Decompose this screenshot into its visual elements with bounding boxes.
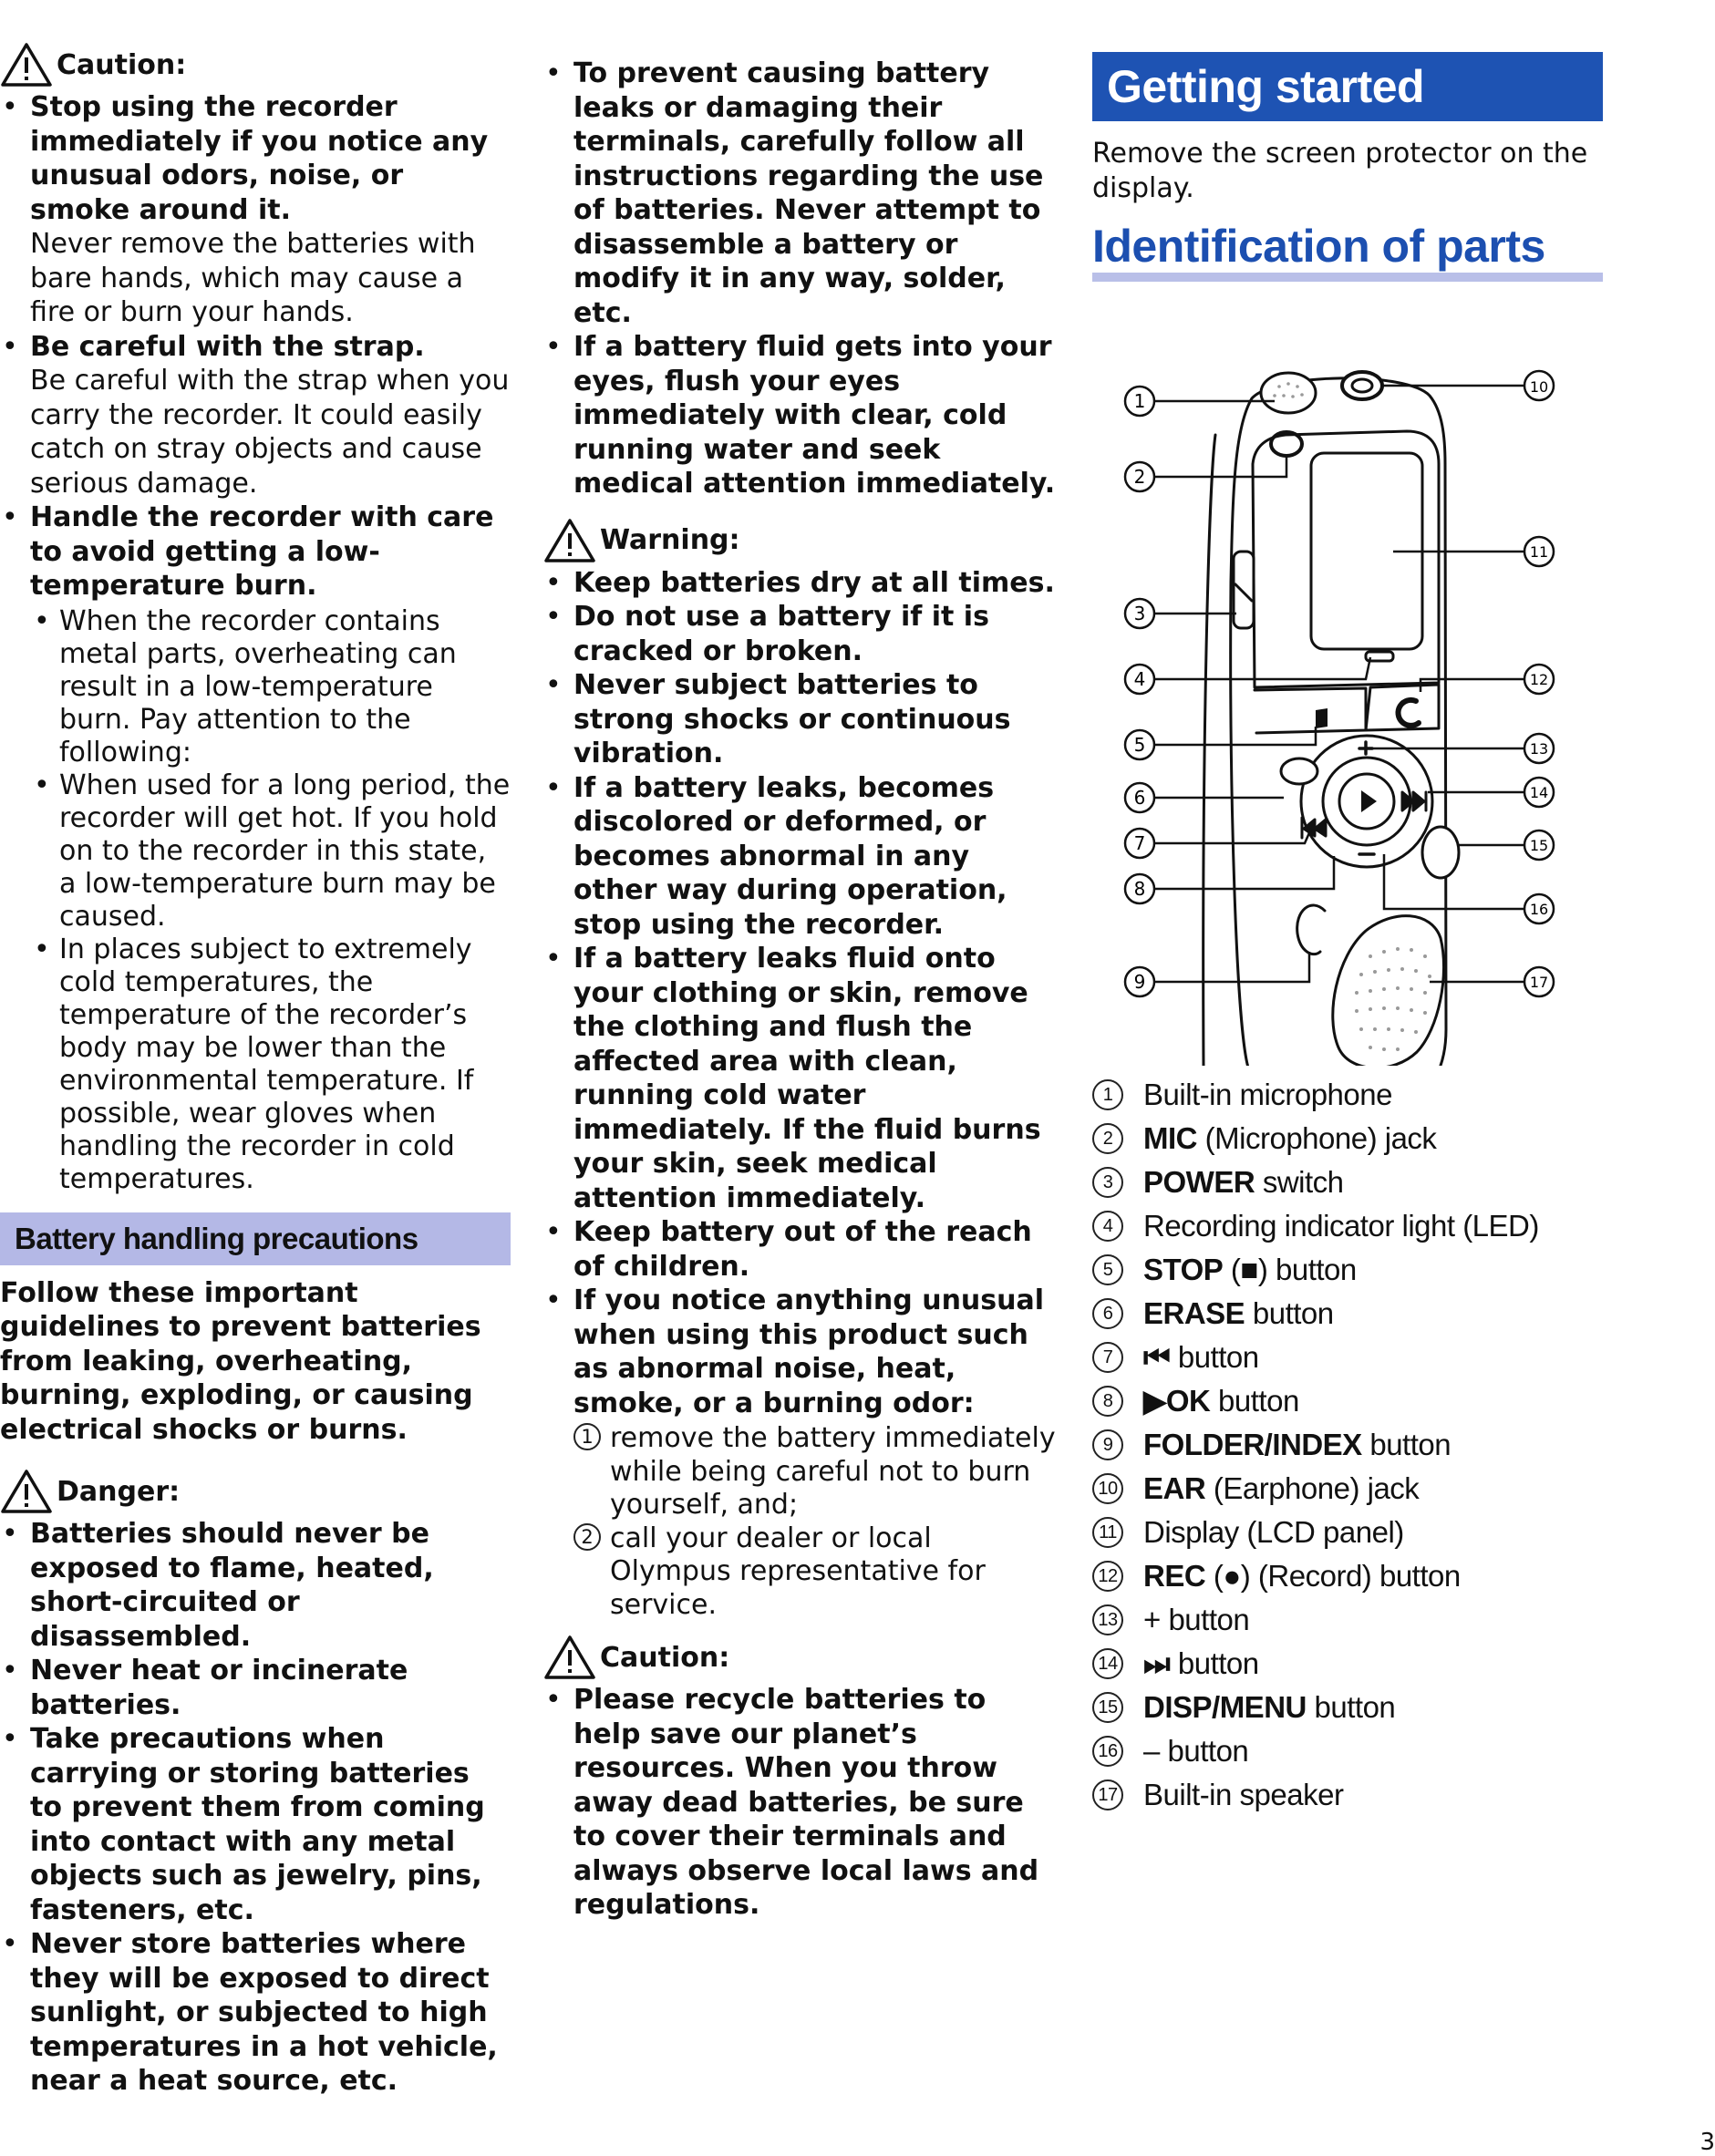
battery-precautions-heading: Battery handling precautions xyxy=(0,1212,511,1265)
warning-list xyxy=(543,566,1059,1623)
list-item xyxy=(543,1284,1059,1622)
list-item: • If a battery leaks, becomes discolored or deformed, or becomes abnormal in any other way during operation, stop using the recorder. xyxy=(543,771,1059,943)
part-text: (Microphone) jack xyxy=(1197,1121,1437,1155)
callout-13 xyxy=(1524,734,1554,763)
list-item: • Take precautions when carrying or storing batteries to prevent them from coming into contact with any metal objects such as jewelry, pins, fasteners, etc. xyxy=(0,1722,511,1927)
part-number: 17 xyxy=(1092,1779,1123,1810)
caution-indicator-2 xyxy=(543,1635,1059,1680)
svg-text:17: 17 xyxy=(1529,974,1549,991)
list-item: • Never store batteries where they will be exposed to direct sunlight, or subjected to high temperatures in a hot vehicle, near a heat source, etc. xyxy=(0,1927,511,2099)
svg-text:14: 14 xyxy=(1529,784,1549,801)
column-2 xyxy=(543,0,1059,1923)
callout-11 xyxy=(1524,537,1554,566)
part-number: 6 xyxy=(1092,1298,1123,1329)
part-item xyxy=(1092,1773,1603,1817)
sub-list-item: • When used for a long period, the recorder will get hot. If you hold on to the recorder in this state, a low-temperature burn may be caused. xyxy=(30,769,511,934)
warning-triangle-icon xyxy=(543,518,596,563)
part-number: 16 xyxy=(1092,1736,1123,1767)
step-number: 1 xyxy=(573,1423,601,1450)
svg-text:13: 13 xyxy=(1529,740,1549,758)
callout-3 xyxy=(1125,599,1154,628)
svg-text:5: 5 xyxy=(1133,734,1146,756)
callout-8 xyxy=(1125,874,1154,903)
microphone-grille xyxy=(1261,373,1316,413)
part-item xyxy=(1092,1598,1603,1642)
part-text: (Earphone) jack xyxy=(1205,1471,1420,1505)
part-number: 11 xyxy=(1092,1517,1123,1548)
callout-4 xyxy=(1125,665,1154,694)
part-text: button xyxy=(1245,1296,1334,1330)
numbered-step xyxy=(573,1422,1059,1522)
warning-indicator xyxy=(543,518,1059,563)
part-number: 3 xyxy=(1092,1167,1123,1198)
callout-5 xyxy=(1125,730,1154,759)
callout-6 xyxy=(1125,783,1154,812)
part-number: 15 xyxy=(1092,1692,1123,1723)
part-text: switch xyxy=(1255,1165,1344,1199)
recycle-list xyxy=(543,1683,1059,1923)
part-bold-label: DISP/MENU xyxy=(1143,1690,1307,1724)
callout-15 xyxy=(1524,830,1554,860)
recorder-body xyxy=(1231,378,1446,1066)
part-bold-label: ERASE xyxy=(1143,1296,1245,1330)
svg-text:10: 10 xyxy=(1529,378,1549,396)
ear-jack xyxy=(1342,372,1382,399)
part-text: button xyxy=(1170,1646,1259,1680)
part-text: + button xyxy=(1143,1603,1250,1636)
part-item xyxy=(1092,1729,1603,1773)
list-item: • Keep batteries dry at all times. xyxy=(543,566,1059,601)
part-text: Display (LCD panel) xyxy=(1143,1515,1404,1549)
part-text: – button xyxy=(1143,1734,1249,1768)
burn-sublist xyxy=(30,605,511,1196)
part-bold-label: STOP xyxy=(1143,1253,1224,1286)
callout-17 xyxy=(1524,967,1554,996)
svg-text:8: 8 xyxy=(1133,878,1146,900)
part-text: button xyxy=(1306,1690,1396,1724)
caution-list xyxy=(0,90,511,1196)
warning-triangle-icon xyxy=(0,1469,53,1514)
part-text: Built-in speaker xyxy=(1143,1778,1344,1811)
list-item xyxy=(0,90,511,330)
parts-list xyxy=(1092,1073,1603,1817)
part-item xyxy=(1092,1423,1603,1467)
svg-text:3: 3 xyxy=(1133,603,1146,624)
svg-text:7: 7 xyxy=(1133,832,1146,854)
svg-text:16: 16 xyxy=(1529,901,1549,918)
callout-7 xyxy=(1125,829,1154,858)
step-number: 2 xyxy=(573,1523,601,1551)
part-item xyxy=(1092,1248,1603,1292)
svg-text:9: 9 xyxy=(1133,971,1146,993)
power-switch xyxy=(1234,552,1254,628)
page-number: 3 xyxy=(1700,2129,1715,2156)
part-item xyxy=(1092,1161,1603,1204)
caution-item-heading: Be careful with the strap. xyxy=(30,330,425,363)
part-text: Built-in microphone xyxy=(1143,1078,1392,1111)
caution-item-body: Be careful with the strap when you carry the recorder. It could easily catch on stray objects and cause serious damage. xyxy=(30,365,510,500)
part-bold-label: ⏮ xyxy=(1143,1340,1171,1374)
part-bold-label: MIC xyxy=(1143,1121,1197,1155)
part-text: button xyxy=(1361,1428,1452,1461)
callout-2 xyxy=(1125,462,1154,491)
svg-text:12: 12 xyxy=(1529,671,1549,688)
callout-1 xyxy=(1125,387,1154,416)
caution-indicator xyxy=(0,42,511,88)
caution-title: Caution: xyxy=(600,1641,730,1674)
part-number: 1 xyxy=(1092,1079,1123,1110)
unusual-steps xyxy=(573,1422,1059,1622)
list-item: • If a battery leaks fluid onto your clothing or skin, remove the clothing and flush the affected area with clean, running cold water immediately. If the fluid burns your skin, seek medical attention immediately. xyxy=(543,942,1059,1215)
disp-menu-button xyxy=(1422,827,1459,878)
part-item xyxy=(1092,1073,1603,1117)
part-text: Recording indicator light (LED) xyxy=(1143,1209,1539,1243)
caution-title: Caution: xyxy=(57,48,187,81)
svg-text:11: 11 xyxy=(1529,543,1549,561)
unusual-item-text: If you notice anything unusual when using this product such as abnormal noise, heat, smoke, or a burning odor: xyxy=(573,1284,1045,1419)
list-item: • Do not use a battery if it is cracked or broken. xyxy=(543,600,1059,668)
list-item xyxy=(0,330,511,501)
part-number: 12 xyxy=(1092,1561,1123,1592)
svg-text:2: 2 xyxy=(1133,466,1146,488)
part-item xyxy=(1092,1379,1603,1423)
part-number: 9 xyxy=(1092,1429,1123,1460)
part-bold-label: REC xyxy=(1143,1559,1206,1593)
part-number: 5 xyxy=(1092,1254,1123,1285)
part-number: 8 xyxy=(1092,1386,1123,1417)
callout-12 xyxy=(1524,665,1554,694)
part-number: 2 xyxy=(1092,1123,1123,1154)
erase-button xyxy=(1281,758,1317,784)
svg-text:1: 1 xyxy=(1133,390,1146,412)
list-item xyxy=(0,500,511,1196)
warning-triangle-icon xyxy=(0,42,53,88)
part-bold-label: EAR xyxy=(1143,1471,1206,1505)
part-text: (●) (Record) button xyxy=(1205,1559,1461,1593)
battery-guidelines: Follow these important guidelines to prevent batteries from leaking, overheating, burning, exploding, or causing electrical shocks or burns. xyxy=(0,1276,481,1446)
part-number: 10 xyxy=(1092,1473,1123,1504)
step-text: call your dealer or local Olympus representative for service. xyxy=(610,1522,986,1621)
callout-9 xyxy=(1125,967,1154,996)
warning-title: Warning: xyxy=(600,524,740,556)
svg-text:4: 4 xyxy=(1133,668,1146,690)
list-item: • Never heat or incinerate batteries. xyxy=(0,1654,511,1722)
danger-title: Danger: xyxy=(57,1475,181,1508)
part-item xyxy=(1092,1511,1603,1554)
part-item xyxy=(1092,1204,1603,1248)
danger-list xyxy=(0,1517,511,2099)
part-bold-label: FOLDER/INDEX xyxy=(1143,1428,1362,1461)
list-item: • To prevent causing battery leaks or damaging their terminals, carefully follow all instructions regarding the use of batteries. Never attempt to disassemble a battery or modify it in any way, solder, etc. xyxy=(543,57,1059,330)
list-item: • Please recycle batteries to help save our planet’s resources. When you throw away dead batteries, be sure to cover their terminals and always observe local laws and regulations. xyxy=(543,1683,1059,1923)
section-title: Identification of parts xyxy=(1092,222,1603,282)
callout-16 xyxy=(1524,894,1554,923)
list-item: • Keep battery out of the reach of children. xyxy=(543,1215,1059,1284)
sub-list-item: • In places subject to extremely cold temperatures, the temperature of the recorder’s body may be lower than the environmental temperature. If possible, wear gloves when handling the recorder in cold temperatures. xyxy=(30,934,511,1196)
part-item xyxy=(1092,1642,1603,1686)
column-3 xyxy=(1092,0,1603,1817)
warning-triangle-icon xyxy=(543,1635,596,1680)
sub-list-item: • When the recorder contains metal parts, overheating can result in a low-temperature burn. Pay attention to the following: xyxy=(30,605,511,769)
step-text: remove the battery immediately while being careful not to burn yourself, and; xyxy=(610,1422,1056,1521)
part-item xyxy=(1092,1467,1603,1511)
part-bold-label: POWER xyxy=(1143,1165,1255,1199)
svg-text:6: 6 xyxy=(1133,787,1146,809)
callout-10 xyxy=(1524,371,1554,400)
part-number: 4 xyxy=(1092,1211,1123,1242)
column-1 xyxy=(0,0,511,2099)
recorder-diagram xyxy=(1092,282,1603,1066)
part-item xyxy=(1092,1117,1603,1161)
part-number: 13 xyxy=(1092,1604,1123,1635)
list-item: • Never subject batteries to strong shocks or continuous vibration. xyxy=(543,668,1059,771)
part-bold-label: ▶OK xyxy=(1143,1384,1211,1418)
chapter-title: Getting started xyxy=(1092,52,1603,121)
part-number: 14 xyxy=(1092,1648,1123,1679)
list-item: • If a battery fluid gets into your eyes, flush your eyes immediately with clear, cold running water and seek medical attention immediately. xyxy=(543,330,1059,501)
part-text: (■) button xyxy=(1223,1253,1357,1286)
numbered-step xyxy=(573,1522,1059,1623)
part-item xyxy=(1092,1686,1603,1729)
caution-item-heading: Handle the recorder with care to avoid getting a low-temperature burn. xyxy=(30,501,494,602)
svg-text:15: 15 xyxy=(1529,837,1549,854)
part-item xyxy=(1092,1336,1603,1379)
caution-item-body: Never remove the batteries with bare hands, which may cause a fire or burn your hands. xyxy=(30,228,476,328)
callout-14 xyxy=(1524,778,1554,807)
part-text: button xyxy=(1210,1384,1299,1418)
part-item xyxy=(1092,1554,1603,1598)
list-item: • Batteries should never be exposed to flame, heated, short-circuited or disassembled. xyxy=(0,1517,511,1654)
battery-top-list xyxy=(543,57,1059,501)
intro-text: Remove the screen protector on the display. xyxy=(1092,138,1588,204)
part-bold-label: ⏭ xyxy=(1143,1646,1171,1680)
caution-item-heading: Stop using the recorder immediately if you notice any unusual odors, noise, or smoke around it. xyxy=(30,91,489,226)
part-text: button xyxy=(1170,1340,1259,1374)
part-item xyxy=(1092,1292,1603,1336)
danger-indicator xyxy=(0,1469,511,1514)
part-number: 7 xyxy=(1092,1342,1123,1373)
